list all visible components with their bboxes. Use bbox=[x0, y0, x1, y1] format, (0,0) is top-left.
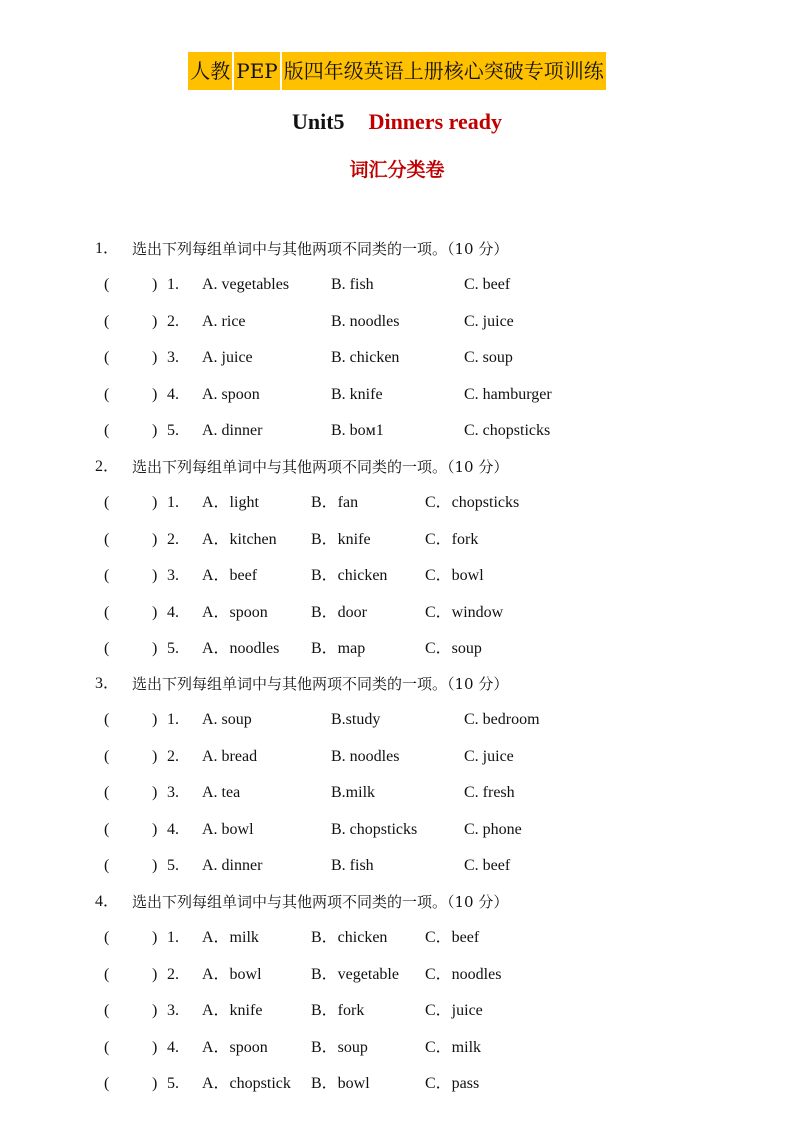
question-number: 3. bbox=[167, 784, 179, 802]
answer-blank-close: ) bbox=[152, 385, 158, 403]
title-part-publisher: 人教 bbox=[188, 52, 232, 90]
instruction-text: 选出下列每组单词中与其他两项不同类的一项。（10 分） bbox=[132, 893, 509, 911]
option-a: A．milk bbox=[202, 929, 259, 947]
title-part-pep: PEP bbox=[234, 52, 280, 90]
instruction-text: 选出下列每组单词中与其他两项不同类的一项。（10 分） bbox=[132, 240, 509, 258]
question-row bbox=[0, 563, 794, 589]
question-row bbox=[0, 600, 794, 626]
option-c: C. bedroom bbox=[464, 711, 540, 729]
question-number: 1. bbox=[167, 276, 179, 294]
answer-blank-open[interactable]: ( bbox=[104, 1038, 110, 1056]
question-number: 4. bbox=[167, 603, 179, 621]
option-a: A．beef bbox=[202, 567, 258, 585]
answer-blank-close: ) bbox=[152, 965, 158, 983]
option-c: C. juice bbox=[464, 747, 514, 765]
option-c: C. soup bbox=[464, 349, 513, 367]
answer-blank-close: ) bbox=[152, 857, 158, 874]
option-c: C．juice bbox=[425, 1002, 483, 1020]
answer-blank-open[interactable]: ( bbox=[104, 494, 110, 512]
option-c: C．milk bbox=[425, 1038, 482, 1056]
answer-blank-close: ) bbox=[152, 1038, 158, 1056]
answer-blank-close: ) bbox=[152, 603, 158, 621]
option-b: B．soup bbox=[311, 1038, 368, 1056]
option-a: A．noodles bbox=[202, 640, 280, 657]
section-number: 4． bbox=[95, 893, 120, 910]
option-c: C．soup bbox=[425, 640, 482, 657]
option-a: A. rice bbox=[202, 312, 246, 330]
answer-blank-close: ) bbox=[152, 1002, 158, 1020]
question-number: 1. bbox=[167, 711, 179, 729]
question-row bbox=[0, 636, 794, 662]
answer-blank-open[interactable]: ( bbox=[104, 929, 110, 947]
instruction-text: 选出下列每组单词中与其他两项不同类的一项。（10 分） bbox=[132, 458, 509, 476]
answer-blank-open[interactable]: ( bbox=[104, 965, 110, 983]
answer-blank-close: ) bbox=[152, 1075, 158, 1092]
option-b: B. fish bbox=[331, 276, 374, 294]
question-row bbox=[0, 1071, 794, 1097]
answer-blank-close: ) bbox=[152, 567, 158, 585]
question-number: 4. bbox=[167, 820, 179, 838]
question-row bbox=[0, 925, 794, 951]
answer-blank-open[interactable]: ( bbox=[104, 640, 110, 657]
question-number: 4. bbox=[167, 1038, 179, 1056]
question-row bbox=[0, 309, 794, 335]
option-a: A. bowl bbox=[202, 820, 254, 838]
option-c: C. juice bbox=[464, 312, 514, 330]
answer-blank-close: ) bbox=[152, 784, 158, 802]
answer-blank-close: ) bbox=[152, 820, 158, 838]
answer-blank-open[interactable]: ( bbox=[104, 857, 110, 874]
unit-title: Dinners ready bbox=[368, 109, 502, 134]
option-b: B．map bbox=[311, 640, 366, 657]
answer-blank-open[interactable]: ( bbox=[104, 1075, 110, 1092]
answer-blank-open[interactable]: ( bbox=[104, 711, 110, 729]
option-b: B．door bbox=[311, 603, 368, 621]
answer-blank-close: ) bbox=[152, 349, 158, 367]
option-c: C．noodles bbox=[425, 965, 502, 983]
answer-blank-open[interactable]: ( bbox=[104, 422, 110, 439]
question-row bbox=[0, 418, 794, 444]
question-number: 1. bbox=[167, 929, 179, 947]
option-c: C．bowl bbox=[425, 567, 484, 585]
question-number: 5. bbox=[167, 640, 179, 657]
option-c: C．window bbox=[425, 603, 504, 621]
question-number: 1. bbox=[167, 494, 179, 512]
option-c: C. hamburger bbox=[464, 385, 552, 403]
section-instruction bbox=[0, 671, 794, 697]
question-row bbox=[0, 744, 794, 770]
option-a: A．chopstick bbox=[202, 1075, 291, 1092]
question-number: 3. bbox=[167, 567, 179, 585]
question-row bbox=[0, 998, 794, 1024]
section-number: 3． bbox=[95, 675, 120, 692]
option-b: B. chicken bbox=[331, 349, 400, 367]
option-a: A. soup bbox=[202, 711, 252, 729]
page-subtitle: 词汇分类卷 bbox=[349, 159, 445, 181]
question-row bbox=[0, 490, 794, 516]
question-number: 2. bbox=[167, 530, 179, 548]
answer-blank-close: ) bbox=[152, 276, 158, 294]
section-number: 1． bbox=[95, 240, 120, 257]
option-b: B. boм1 bbox=[331, 422, 384, 439]
header-title bbox=[0, 52, 794, 90]
question-number: 2. bbox=[167, 312, 179, 330]
option-b: B．chicken bbox=[311, 929, 388, 947]
answer-blank-close: ) bbox=[152, 711, 158, 729]
option-a: A. vegetables bbox=[202, 276, 290, 294]
option-b: B．bowl bbox=[311, 1075, 370, 1092]
question-number: 2. bbox=[167, 965, 179, 983]
option-c: C. fresh bbox=[464, 784, 515, 802]
option-a: A. dinner bbox=[202, 857, 263, 874]
question-number: 5. bbox=[167, 422, 179, 439]
question-row bbox=[0, 817, 794, 843]
option-a: A. dinner bbox=[202, 422, 263, 439]
question-row bbox=[0, 345, 794, 371]
title-part-main: 版四年级英语上册核心突破专项训练 bbox=[282, 52, 606, 90]
option-a: A. tea bbox=[202, 784, 241, 802]
option-b: B．fan bbox=[311, 494, 359, 512]
answer-blank-close: ) bbox=[152, 929, 158, 947]
option-b: B．vegetable bbox=[311, 965, 399, 983]
answer-blank-close: ) bbox=[152, 312, 158, 330]
answer-blank-open[interactable]: ( bbox=[104, 603, 110, 621]
option-a: A．light bbox=[202, 494, 259, 512]
answer-blank-open[interactable]: ( bbox=[104, 385, 110, 403]
answer-blank-close: ) bbox=[152, 640, 158, 657]
answer-blank-close: ) bbox=[152, 422, 158, 439]
answer-blank-open[interactable]: ( bbox=[104, 747, 110, 765]
answer-blank-open[interactable]: ( bbox=[104, 312, 110, 330]
question-row bbox=[0, 382, 794, 408]
answer-blank-open[interactable]: ( bbox=[104, 567, 110, 585]
option-b: B. knife bbox=[331, 385, 383, 403]
option-c: C．fork bbox=[425, 530, 479, 548]
question-number: 3. bbox=[167, 349, 179, 367]
question-number: 5. bbox=[167, 1075, 179, 1092]
option-b: B．knife bbox=[311, 530, 371, 548]
answer-blank-open[interactable]: ( bbox=[104, 276, 110, 294]
option-c: C. beef bbox=[464, 857, 511, 874]
question-number: 4. bbox=[167, 385, 179, 403]
option-a: A．bowl bbox=[202, 965, 262, 983]
option-c: C. phone bbox=[464, 820, 522, 838]
question-row bbox=[0, 527, 794, 553]
question-number: 5. bbox=[167, 857, 179, 874]
option-c: C. beef bbox=[464, 276, 511, 294]
option-b: B.milk bbox=[331, 784, 376, 802]
question-number: 3. bbox=[167, 1002, 179, 1020]
option-c: C．chopsticks bbox=[425, 494, 520, 512]
unit-heading bbox=[0, 107, 794, 137]
instruction-text: 选出下列每组单词中与其他两项不同类的一项。（10 分） bbox=[132, 675, 509, 693]
question-row bbox=[0, 962, 794, 988]
answer-blank-close: ) bbox=[152, 530, 158, 548]
answer-blank-open[interactable]: ( bbox=[104, 784, 110, 802]
option-a: A．spoon bbox=[202, 1038, 268, 1056]
answer-blank-close: ) bbox=[152, 494, 158, 512]
option-a: A．knife bbox=[202, 1002, 263, 1020]
question-row bbox=[0, 853, 794, 879]
answer-blank-open[interactable]: ( bbox=[104, 349, 110, 367]
question-row bbox=[0, 707, 794, 733]
section-number: 2． bbox=[95, 458, 120, 475]
option-c: C. chopsticks bbox=[464, 422, 551, 439]
option-a: A. juice bbox=[202, 349, 253, 367]
option-b: B．chicken bbox=[311, 567, 388, 585]
question-row bbox=[0, 780, 794, 806]
option-c: C．pass bbox=[425, 1075, 480, 1092]
option-b: B. fish bbox=[331, 857, 374, 874]
option-c: C．beef bbox=[425, 929, 480, 947]
unit-number: Unit5 bbox=[292, 109, 345, 134]
section-instruction bbox=[0, 236, 794, 262]
option-a: A．spoon bbox=[202, 603, 268, 621]
question-number: 2. bbox=[167, 747, 179, 765]
answer-blank-open[interactable]: ( bbox=[104, 1002, 110, 1020]
option-b: B. noodles bbox=[331, 312, 400, 330]
option-a: A. spoon bbox=[202, 385, 260, 403]
option-b: B. chopsticks bbox=[331, 820, 418, 838]
option-b: B. noodles bbox=[331, 747, 400, 765]
option-b: B.study bbox=[331, 711, 381, 729]
question-row bbox=[0, 1035, 794, 1061]
answer-blank-open[interactable]: ( bbox=[104, 530, 110, 548]
section-instruction bbox=[0, 889, 794, 915]
option-b: B．fork bbox=[311, 1002, 365, 1020]
option-a: A. bread bbox=[202, 747, 258, 765]
option-a: A．kitchen bbox=[202, 530, 277, 548]
answer-blank-close: ) bbox=[152, 747, 158, 765]
answer-blank-open[interactable]: ( bbox=[104, 820, 110, 838]
question-row bbox=[0, 272, 794, 298]
section-instruction bbox=[0, 454, 794, 480]
